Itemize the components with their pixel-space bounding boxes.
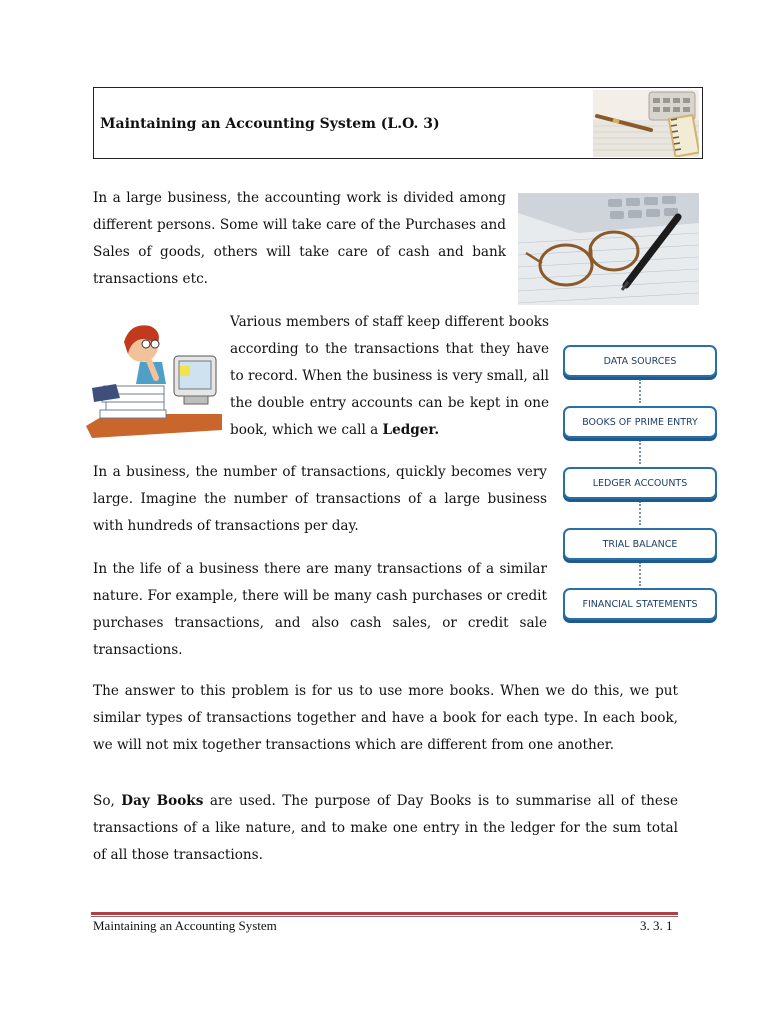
- flow-step-books-of-prime-entry: BOOKS OF PRIME ENTRY: [563, 406, 717, 438]
- ledger-term: Ledger.: [382, 422, 440, 438]
- paragraph-more-books: The answer to this problem is for us to use more books. When we do this, we put similar types of transactions together and have a book for each type. In each book, we will not mix together transactions which are different from one another.: [93, 683, 678, 753]
- flow-connector: [639, 562, 641, 586]
- paragraph-day-books-text: are used. The purpose of Day Books is to summarise all of these transactions of a like nature, and to make one entry in the ledger for the sum total of all those transactions.: [93, 793, 678, 863]
- paragraph-similar-transactions: In the life of a business there are many transactions of a similar nature. For example, there will be many cash purchases or credit purchases transactions, and also cash sales, or credit sale transactions.: [93, 561, 547, 658]
- footer-rule-thin: [91, 916, 678, 917]
- paragraph-day-books: [93, 788, 678, 869]
- paragraph-day-books-prefix: So,: [93, 793, 122, 809]
- footer-rule: [91, 912, 678, 915]
- flow-step-data-sources: DATA SOURCES: [563, 345, 717, 377]
- busy-clerk-cartoon: [86, 318, 222, 440]
- flow-step-financial-statements: FINANCIAL STATEMENTS: [563, 588, 717, 620]
- flow-connector: [639, 379, 641, 403]
- glasses-and-pen-image: [518, 193, 699, 305]
- flow-step-trial-balance: TRIAL BALANCE: [563, 528, 717, 560]
- flow-step-ledger-accounts: LEDGER ACCOUNTS: [563, 467, 717, 499]
- paragraph-transaction-volume: In a business, the number of transactions, quickly becomes very large. Imagine the number of transactions of a large business with hundreds of transactions per day.: [93, 464, 547, 534]
- accounting-header-image: [593, 90, 699, 157]
- footer-title: Maintaining an Accounting System: [93, 918, 277, 933]
- day-books-term: Day Books: [121, 793, 204, 809]
- paragraph-staff-books: [230, 309, 549, 444]
- page-number: 3. 3. 1: [640, 918, 673, 933]
- paragraph-division-of-work: In a large business, the accounting work is divided among different persons. Some will take care of the Purchases and Sales of goods, others will take care of cash and bank transactions etc.: [93, 190, 506, 287]
- paragraph-staff-books-text: Various members of staff keep different books according to the transactions that they have to record. When the business is very small, all the double entry accounts can be kept in one book, which we call a: [230, 314, 549, 438]
- page-title: Maintaining an Accounting System (L.O. 3): [100, 116, 440, 132]
- flow-connector: [639, 440, 641, 464]
- flow-connector: [639, 501, 641, 525]
